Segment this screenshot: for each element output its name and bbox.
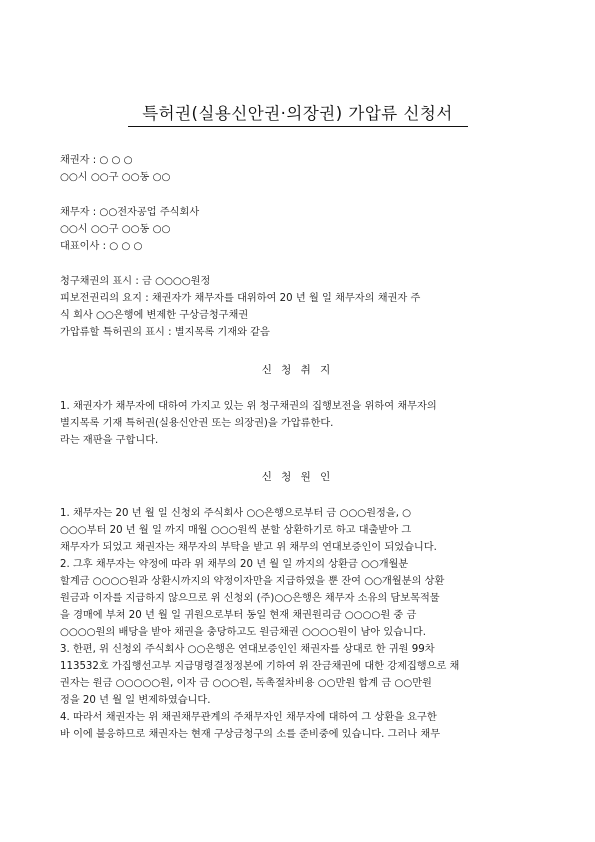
cause-line: 3. 한편, 위 신청외 주식회사 ○○은행은 연대보증인인 채권자를 상대로 한 귀원 99차 (60, 644, 435, 655)
claim-gist-line-2: 식 회사 ○○은행에 변제한 구상금청구채권 (60, 310, 249, 321)
seized-patent-display: 가압류할 특허권의 표시 : 별지목록 기재와 같음 (60, 327, 270, 338)
cause-line: 정을 20 년 월 일 변제하였습니다. (60, 695, 211, 706)
claim-display: 청구채권의 표시 : 금 ○○○○원정 (60, 276, 211, 287)
cause-line: 1. 채무자는 20 년 월 일 신청외 주식회사 ○○은행으로부터 금 ○○○원정을, ○ (60, 508, 412, 519)
cause-line: 원금과 이자를 지급하지 않으므로 위 신청외 (주)○○은행은 채무자 소유의 담보목적물 (60, 593, 440, 604)
cause-line: ○○○부터 20 년 월 일 까지 매월 ○○○원씩 분할 상환하기로 하고 대출받아 그 (60, 525, 412, 536)
title-underline (128, 126, 468, 127)
cause-line: ○○○○원의 배당을 받아 채권을 충당하고도 원금채권 ○○○○원이 남아 있습니다. (60, 627, 426, 638)
cause-heading: 신 청 원 인 (261, 471, 334, 483)
creditor-name: 채권자 : ○ ○ ○ (60, 155, 133, 166)
cause-line: 할계금 ○○○○원과 상환시까지의 약정이자만을 지급하였을 뿐 잔여 ○○개월분의 상환 (60, 576, 445, 587)
cause-line: 을 경매에 부쳐 20 년 월 일 귀원으로부터 동일 현재 채권원리금 ○○○○원 중 금 (60, 610, 417, 621)
purpose-line: 별지목록 기재 특허권(실용신안권 또는 의장권)을 가압류한다. (60, 418, 334, 429)
cause-line: 권자는 원금 ○○○○○원, 이자 금 ○○○원, 독촉절차비용 ○○만원 합계 금 ○○만원 (60, 678, 432, 689)
claim-gist-line-1: 피보전권리의 요지 : 채권자가 채무자를 대위하여 20 년 월 일 채무자의 채권자 주 (60, 293, 421, 304)
debtor-address: ○○시 ○○구 ○○동 ○○ (60, 224, 171, 235)
purpose-line: 1. 채권자가 채무자에 대하여 가지고 있는 위 청구채권의 집행보전을 위하여 채무자의 (60, 401, 437, 412)
cause-line: 113532호 가집행선고부 지급명령결정정본에 기하여 위 잔금채권에 대한 강제집행으로 채 (60, 661, 460, 672)
cause-line: 채무자가 되었고 채권자는 채무자의 부탁을 받고 위 채무의 연대보증인이 되었습니다. (60, 542, 437, 553)
purpose-heading: 신 청 취 지 (261, 364, 334, 376)
cause-line: 4. 따라서 채권자는 위 채권채무관계의 주채무자인 채무자에 대하여 그 상환을 요구한 (60, 712, 437, 723)
document-title: 특허권(실용신안권·의장권) 가압류 신청서 (142, 104, 453, 123)
creditor-address: ○○시 ○○구 ○○동 ○○ (60, 172, 171, 183)
purpose-line: 라는 재판을 구합니다. (60, 435, 159, 446)
debtor-representative: 대표이사 : ○ ○ ○ (60, 241, 143, 252)
cause-line: 2. 그후 채무자는 약정에 따라 위 채무의 20 년 월 일 까지의 상환금 ○○개월분 (60, 559, 409, 570)
debtor-name: 채무자 : ○○전자공업 주식회사 (60, 207, 200, 218)
cause-line: 바 이에 불응하므로 채권자는 현재 구상금청구의 소를 준비중에 있습니다. 그러나 채무 (60, 729, 441, 740)
